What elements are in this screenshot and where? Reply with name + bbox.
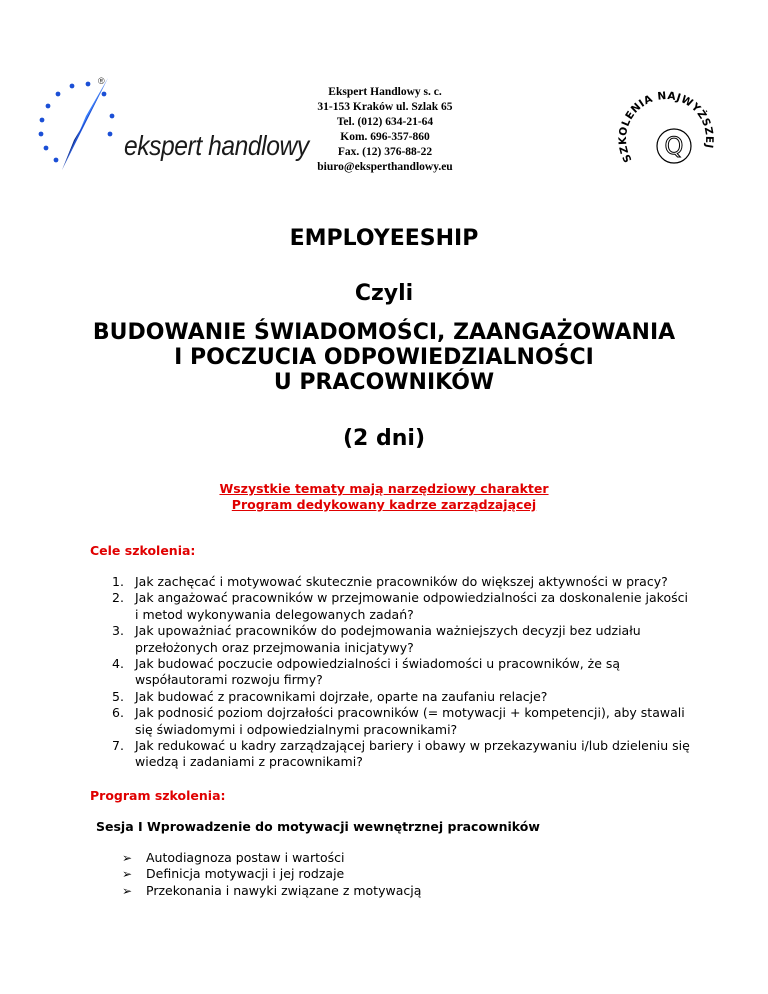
goals-list [90, 574, 690, 771]
subtitle-line: I POCZUCIA ODPOWIEDZIALNOŚCI [174, 345, 594, 370]
list-text: Jak zachęcać i motywować skutecznie pracowników do większej aktywności w pracy? [135, 574, 668, 589]
list-item [90, 738, 690, 771]
list-number: 2. [112, 590, 124, 606]
title-connector: Czyli [354, 281, 414, 306]
company-name: Ekspert Handlowy s. c. [328, 86, 442, 98]
goals-heading: Cele szkolenia: [90, 543, 196, 558]
quality-seal-icon [612, 82, 724, 194]
arrow-bullet-icon: ➢ [122, 851, 133, 865]
list-number: 7. [112, 738, 124, 754]
list-item [122, 866, 421, 882]
list-text: Definicja motywacji i jej rodzaje [146, 866, 345, 882]
registered-mark: ® [98, 76, 105, 86]
list-text: Jak budować z pracownikami dojrzałe, oparte na zaufaniu relacje? [135, 688, 548, 704]
session-title: Sesja I Wprowadzenie do motywacji wewnętrznej pracowników [96, 819, 540, 834]
list-item [90, 574, 690, 590]
program-notes [0, 481, 768, 513]
subtitle-line: U PRACOWNIKÓW [273, 370, 495, 395]
list-item [90, 689, 690, 705]
list-item [90, 705, 690, 738]
list-text: Przekonania i nawyki związane z motywacją [146, 882, 422, 898]
seal-letter: Q [664, 132, 684, 160]
list-number: 4. [112, 656, 124, 672]
topics-list [122, 850, 421, 899]
list-item [90, 656, 690, 689]
list-number: 1. [112, 574, 124, 589]
company-mobile: Kom. 696-357-860 [340, 131, 430, 143]
list-text: Jak angażować pracowników w przejmowanie odpowiedzialności za doskonalenie jakości i metod wykonywania delegowanych zadań? [135, 590, 688, 622]
company-address: 31-153 Kraków ul. Szlak 65 [317, 101, 453, 113]
logo-text: ekspert handlowy [124, 130, 309, 161]
arrow-bullet-icon: ➢ [122, 883, 133, 898]
list-number: 6. [112, 705, 124, 721]
program-heading: Program szkolenia: [90, 788, 226, 803]
arrow-bullet-icon: ➢ [122, 867, 133, 882]
list-text: Jak redukować u kadry zarządzającej bariery i obawy w przekazywaniu i/lub dzieleniu się wiedzą i zadaniami z pracownikami? [135, 738, 690, 770]
duration: (2 dni) [342, 426, 426, 451]
list-item [90, 623, 690, 656]
list-number: 3. [112, 623, 124, 639]
subtitle-line: BUDOWANIE ŚWIADOMOŚCI, ZAANGAŻOWANIA [92, 320, 676, 345]
list-text: Jak podnosić poziom dojrzałości pracowników (= motywacji + kompetencji), aby stawali się świadomymi i odpowiedzialnymi pracownikami? [135, 705, 685, 737]
list-text: Autodiagnoza postaw i wartości [146, 850, 345, 865]
note-line: Wszystkie tematy mają narzędziowy charakter [219, 481, 549, 496]
list-item [122, 850, 421, 866]
list-text: Jak budować poczucie odpowiedzialności i świadomości u pracowników, że są współautorami rozwoju firmy? [135, 656, 621, 688]
seal-text: SZKOLENIA NAJWYŻSZEJ [617, 89, 716, 165]
list-number: 5. [112, 688, 124, 704]
company-phone: Tel. (012) 634-21-64 [336, 116, 434, 128]
company-fax: Fax. (12) 376-88-22 [337, 146, 433, 158]
document-title: EMPLOYEESHIP [289, 226, 479, 251]
list-item [122, 883, 421, 899]
list-item [90, 590, 690, 623]
quality-seal [612, 82, 724, 194]
document-subtitle [0, 320, 768, 395]
company-logo [28, 72, 309, 172]
list-text: Jak upoważniać pracowników do podejmowania ważniejszych decyzji bez udziału przełożonych oraz przejmowania inicjatywy? [135, 623, 641, 655]
note-line: Program dedykowany kadrze zarządzającej [231, 497, 537, 512]
company-email[interactable]: biuro@eksperthandlowy.eu [317, 161, 453, 173]
company-info [300, 85, 470, 175]
